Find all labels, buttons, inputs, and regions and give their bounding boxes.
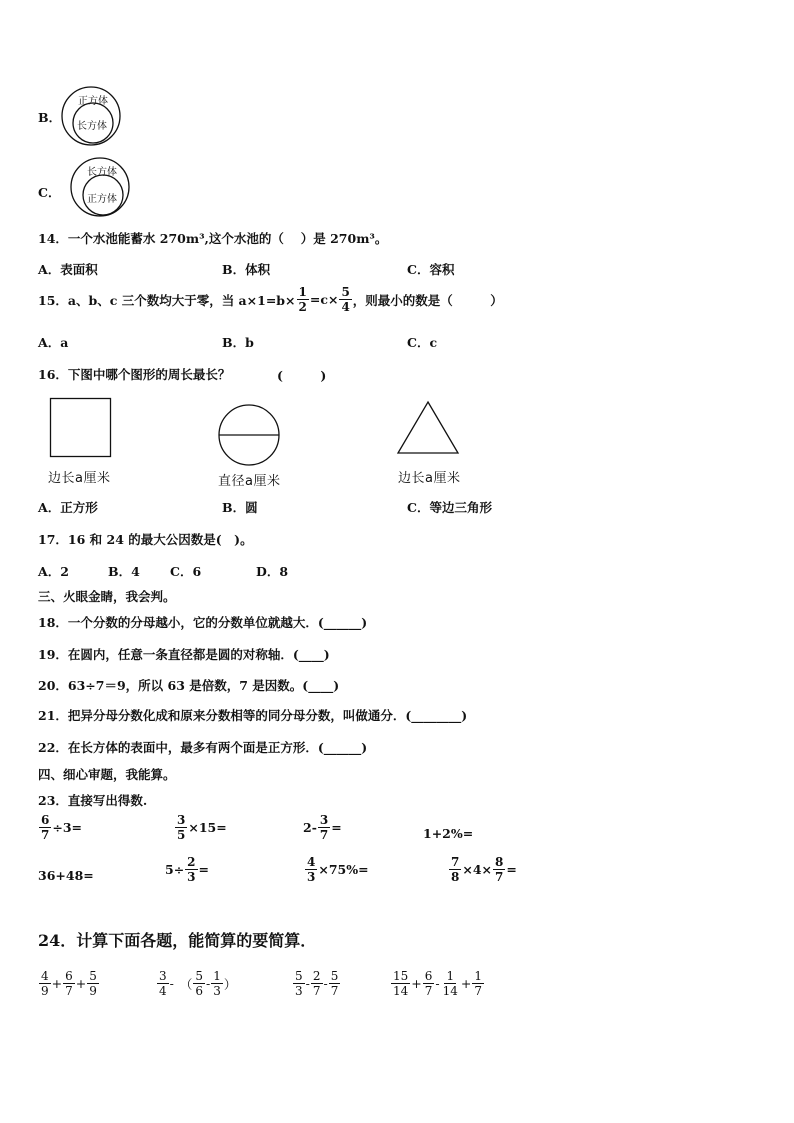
q23-expr-1: $\frac{6}{7}$ ÷3= [41,813,83,842]
q24-stem: 24．计算下面各题，能简算的要简算． [38,931,317,950]
q13-option-b-label: B． [38,110,62,125]
q22-statement: 22．在长方体的表面中，最多有两个面是正方形．(______) [38,740,368,755]
q19-statement: 19．在圆内，任意一条直径都是圆的对称轴．(____) [38,647,330,662]
q24-problem-4: $\frac{15}{14}$ + $\frac{6}{7}$ - $\frac{1}{14}$ + $\frac{1}{7}$ [393,969,483,998]
q24-problem-1: $\frac{4}{9}$ + $\frac{6}{7}$ + $\frac{5}{9}$ [41,969,97,998]
q15-fraction-5-4: $\frac{5}{4}$ [341,285,350,314]
q23-expr-7: $\frac{4}{3}$ ×75%= [307,855,369,884]
q16-option-c: C．等边三角形 [407,500,492,515]
q13-b-inner-label: 长方体 [77,121,107,132]
q16-option-b: B．圆 [222,500,258,515]
q13-c-inner-label: 正方体 [87,194,117,205]
q16-option-a: A．正方形 [38,500,98,515]
q15-stem: 15．a、b、c 三个数均大于零，当 a×1=b× $\frac{1}{2}$ =c× $\frac{5}{4}$ ，则最小的数是（ ） [38,285,503,314]
q14-stem: 14．一个水池能蓄水 270m³,这个水池的（ ）是 270m³。 [38,231,388,246]
q16-circle-caption: 直径a厘米 [218,474,281,489]
q16-circle-figure [217,403,281,467]
q17-option-b: B．4 [108,564,140,579]
q15-fraction-1-2: $\frac{1}{2}$ [298,285,307,314]
q20-statement: 20．63÷7＝9，所以 63 是倍数，7 是因数。(____) [38,678,340,693]
q24-problem-3: $\frac{5}{3}$ - $\frac{2}{7}$ - $\frac{5}{7}$ [295,969,339,998]
q16-answer-paren: ( ) [277,368,327,383]
q23-expr-3: 2- $\frac{3}{7}$ = [303,813,342,842]
q21-statement: 21．把异分母分数化成和原来分数相等的同分母分数，叫做通分．(________) [38,708,468,723]
q15-option-a: A．a [38,335,69,350]
q14-option-b: B．体积 [222,262,271,277]
q14-option-c: C．容积 [407,262,455,277]
q23-expr-2: $\frac{3}{5}$ ×15= [177,813,227,842]
section-3-heading: 三、火眼金睛，我会判。 [38,589,176,604]
q13-option-c-label: C． [38,185,61,200]
q16-square-caption: 边长a厘米 [48,471,111,486]
q18-statement: 18．一个分数的分母越小，它的分数单位就越大．(______) [38,615,368,630]
q13-b-outer-label: 正方体 [78,96,108,107]
q23-expr-8: $\frac{7}{8}$ ×4× $\frac{8}{7}$ = [451,855,517,884]
q23-expr-5: 36+48= [38,868,94,883]
q15-option-c: C．c [407,335,438,350]
q17-option-c: C．6 [170,564,202,579]
q13-c-outer-label: 长方体 [87,167,117,178]
q23-stem: 23．直接写出得数. [38,793,148,808]
q16-stem: 16．下图中哪个图形的周长最长？ [38,367,231,382]
q14-option-a: A．表面积 [38,262,98,277]
q17-option-d: D．8 [256,564,289,579]
q16-square-figure [50,398,112,458]
q17-option-a: A．2 [38,564,69,579]
q15-option-b: B．b [222,335,254,350]
q23-expr-6: 5÷ $\frac{2}{3}$ = [165,855,210,884]
q17-stem: 17．16 和 24 的最大公因数是( )。 [38,532,253,547]
q16-triangle-figure [397,400,461,456]
q23-expr-4: 1+2%= [423,826,474,841]
q24-problem-2: $\frac{3}{4}$ - （ $\frac{5}{6}$ - $\frac{1}{3}$ ） [159,969,237,998]
section-4-heading: 四、细心审题，我能算。 [38,767,176,782]
q16-triangle-caption: 边长a厘米 [398,471,461,486]
